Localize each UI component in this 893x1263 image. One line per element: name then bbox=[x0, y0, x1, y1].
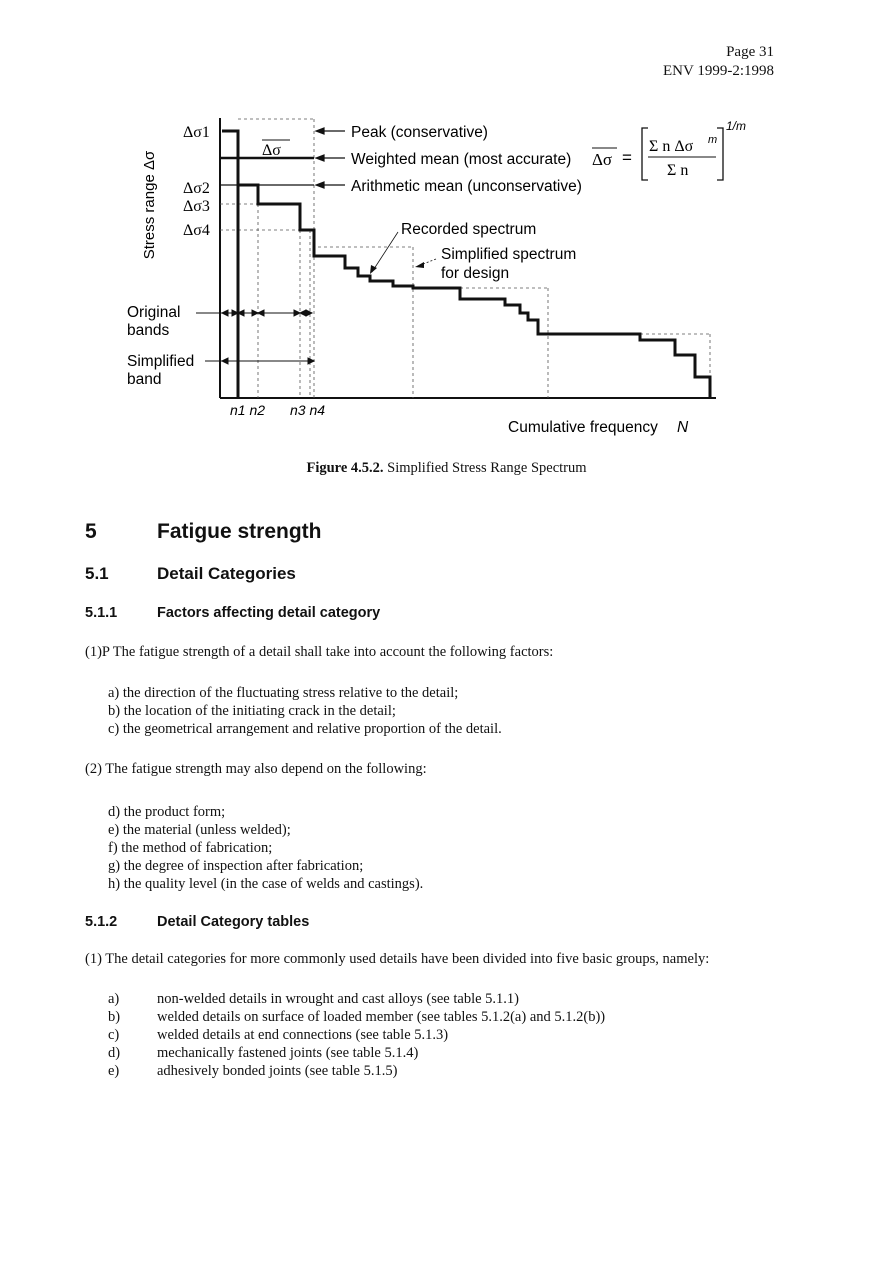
figure-caption bbox=[0, 460, 893, 477]
heading-5-1-2-number: 5.1.2 bbox=[85, 914, 118, 930]
stress-label-3: Δσ3 bbox=[183, 198, 210, 215]
peak-annotation: Peak (conservative) bbox=[351, 124, 488, 141]
recorded-annotation: Recorded spectrum bbox=[401, 221, 537, 238]
formula-lhs: Δσ bbox=[592, 150, 613, 169]
list-item: e) the material (unless welded); bbox=[108, 822, 291, 838]
heading-5-1-1-title: Factors affecting detail category bbox=[157, 605, 381, 621]
original-bands-label-2: bands bbox=[127, 322, 170, 339]
simplified-band-label-2: band bbox=[127, 371, 162, 388]
y-axis-label: Stress range Δσ bbox=[141, 150, 158, 260]
heading-5-1-1-number: 5.1.1 bbox=[85, 605, 118, 621]
formula-right-bracket bbox=[717, 128, 723, 180]
heading-5-1-number: 5.1 bbox=[85, 564, 109, 583]
paragraph-2: (2) The fatigue strength may also depend on the following: bbox=[85, 761, 427, 777]
caption-number: Figure 4.5.2. bbox=[306, 460, 384, 476]
cycle-labels-1: n1 n2 bbox=[230, 402, 266, 418]
heading-5-1-title: Detail Categories bbox=[157, 564, 296, 583]
list-item: c) the geometrical arrangement and relative proportion of the detail. bbox=[108, 721, 502, 737]
arithmetic-annotation: Arithmetic mean (unconservative) bbox=[351, 178, 582, 195]
original-bands-arrows bbox=[196, 310, 312, 316]
formula-exp-inner: m bbox=[708, 134, 718, 146]
stress-spectrum-figure bbox=[0, 0, 893, 450]
simplified-band-label-1: Simplified bbox=[127, 353, 195, 370]
x-axis-symbol: N bbox=[677, 419, 689, 436]
formula-denominator: Σ n bbox=[667, 162, 689, 179]
list-item: b) the location of the initiating crack in the detail; bbox=[108, 703, 396, 719]
mean-symbol-label: Δσ bbox=[262, 142, 281, 159]
weighted-annotation: Weighted mean (most accurate) bbox=[351, 151, 572, 168]
list-item: d) the product form; bbox=[108, 804, 226, 820]
formula-numerator: Σ n Δσ bbox=[649, 138, 694, 155]
x-axis-label: Cumulative frequency bbox=[508, 419, 658, 436]
cycle-labels-2: n3 n4 bbox=[290, 402, 326, 418]
factor-list-1 bbox=[108, 684, 502, 738]
list-item: a) the direction of the fluctuating stress relative to the detail; bbox=[108, 685, 459, 701]
simplified-annotation-1: Simplified spectrum bbox=[441, 246, 577, 263]
stress-label-4: Δσ4 bbox=[183, 222, 210, 239]
caption-text: Simplified Stress Range Spectrum bbox=[387, 460, 587, 476]
simplified-band-arrow bbox=[205, 358, 314, 364]
original-bands-label-1: Original bbox=[127, 304, 181, 321]
list-item: g) the degree of inspection after fabrication; bbox=[108, 858, 364, 874]
paragraph-3: (1) The detail categories for more commonly used details have been divided into five basic groups, namely: bbox=[85, 951, 710, 967]
simplified-annotation-2: for design bbox=[441, 265, 510, 282]
paragraph-1: (1)P The fatigue strength of a detail shall take into account the following factors: bbox=[85, 644, 554, 660]
stress-label-2: Δσ2 bbox=[183, 180, 210, 197]
formula-equals: = bbox=[622, 148, 632, 167]
peak-band-line bbox=[222, 131, 238, 398]
page-number: Page 31 bbox=[726, 44, 774, 60]
factor-list-2 bbox=[108, 803, 423, 893]
document-id: ENV 1999-2:1998 bbox=[663, 63, 774, 79]
heading-5-title: Fatigue strength bbox=[157, 520, 322, 543]
formula-exp-outer: 1/m bbox=[726, 119, 747, 133]
formula-left-bracket bbox=[642, 128, 648, 180]
list-item: f) the method of fabrication; bbox=[108, 840, 273, 856]
list-item: h) the quality level (in the case of welds and castings). bbox=[108, 876, 424, 892]
heading-5-1-2-title: Detail Category tables bbox=[157, 914, 310, 930]
stress-label-1: Δσ1 bbox=[183, 124, 210, 141]
heading-5-number: 5 bbox=[85, 520, 97, 543]
